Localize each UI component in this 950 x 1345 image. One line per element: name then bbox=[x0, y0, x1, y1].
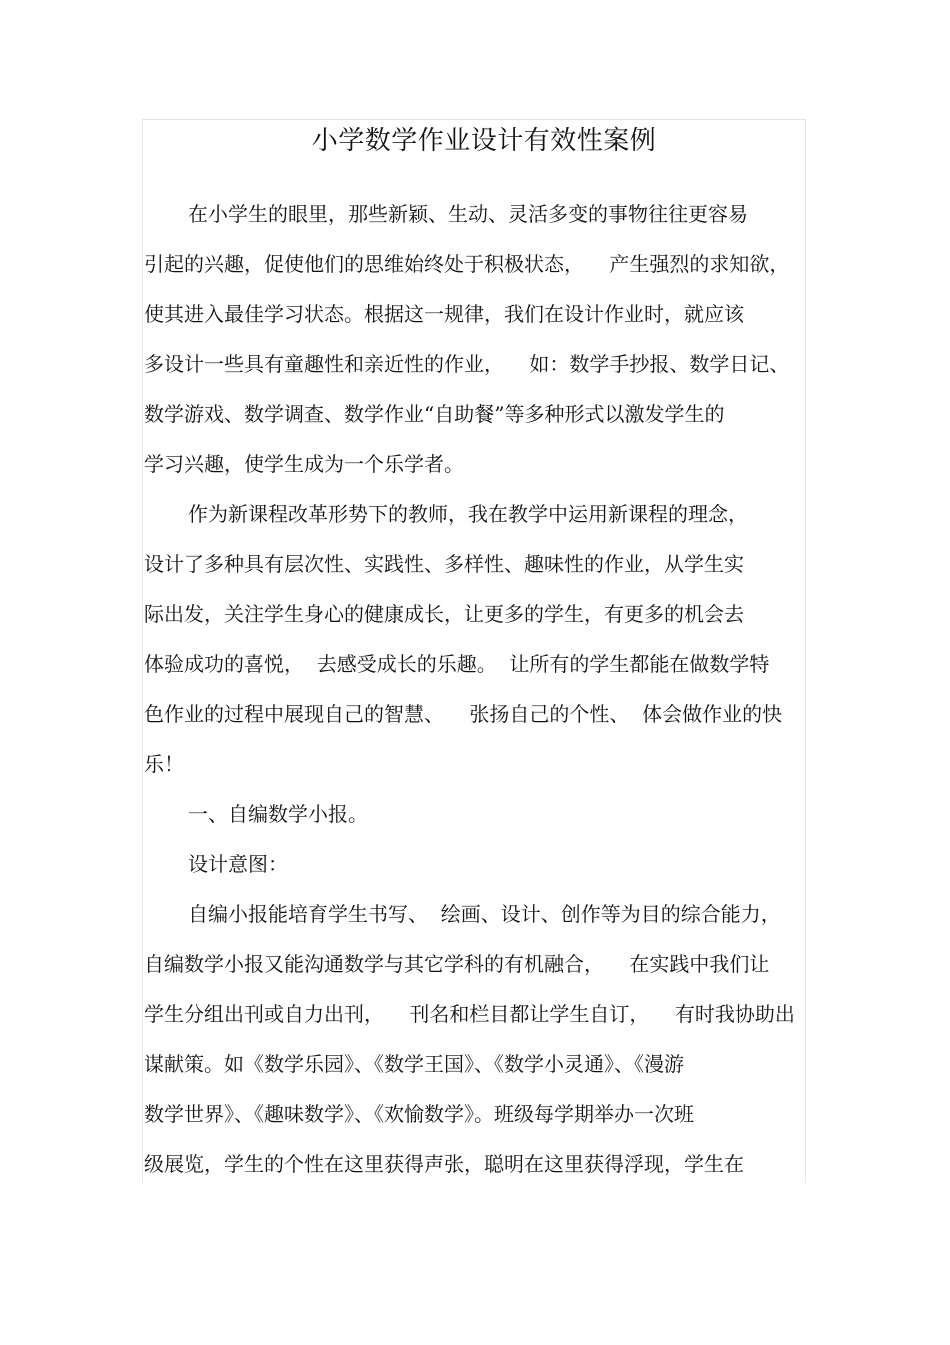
paragraph-line: 色作业的过程中展现自己的智慧、 张扬自己的个性、 体会做作业的快 bbox=[144, 702, 783, 726]
paragraph-line: 作为新课程改革形势下的教师，我在教学中运用新课程的理念， bbox=[188, 502, 748, 526]
paragraph-line: 多设计一些具有童趣性和亲近性的作业， 如：数学手抄报、数学日记、 bbox=[144, 352, 790, 376]
paragraph-line: 引起的兴趣，促使他们的思维始终处于积极状态， 产生强烈的求知欲， bbox=[144, 252, 790, 276]
paragraph-line: 自编小报能培育学生书写、 绘画、设计、创作等为目的综合能力， bbox=[188, 902, 781, 926]
paragraph-line: 设计了多种具有层次性、实践性、多样性、趣味性的作业，从学生实 bbox=[144, 552, 744, 576]
paragraph-line: 体验成功的喜悦， 去感受成长的乐趣。 让所有的学生都能在做数学特 bbox=[144, 652, 770, 676]
paragraph-line: 数学世界》、《趣味数学》、《欢愉数学》。班级每学期举办一次班 bbox=[144, 1102, 694, 1126]
paragraph-line: 学习兴趣，使学生成为一个乐学者。 bbox=[144, 452, 464, 476]
section-heading: 一、自编数学小报。 bbox=[188, 802, 368, 826]
paragraph-line: 级展览，学生的个性在这里获得声张，聪明在这里获得浮现，学生在 bbox=[144, 1152, 744, 1176]
paragraph-line: 自编数学小报又能沟通数学与其它学科的有机融合， 在实践中我们让 bbox=[144, 952, 770, 976]
paragraph-line: 学生分组出刊或自力出刊， 刊名和栏目都让学生自订， 有时我协助出 bbox=[144, 1002, 795, 1026]
paragraph-line: 谋献策。如《数学乐园》、《数学王国》、《数学小灵通》、《漫游 bbox=[144, 1052, 684, 1076]
paragraph-line: 在小学生的眼里，那些新颖、生动、灵活多变的事物往往更容易 bbox=[188, 202, 748, 226]
paragraph-line: 使其进入最佳学习状态。根据这一规律，我们在设计作业时，就应该 bbox=[144, 302, 744, 326]
subheading: 设计意图： bbox=[188, 852, 288, 876]
paragraph-line: 际出发，关注学生身心的健康成长，让更多的学生，有更多的机会去 bbox=[144, 602, 744, 626]
paragraph-line: 数学游戏、数学调查、数学作业“自助餐”等多种形式以激发学生的 bbox=[144, 402, 725, 426]
document-title: 小学数学作业设计有效性案例 bbox=[311, 126, 657, 156]
paragraph-line: 乐！ bbox=[144, 752, 184, 776]
